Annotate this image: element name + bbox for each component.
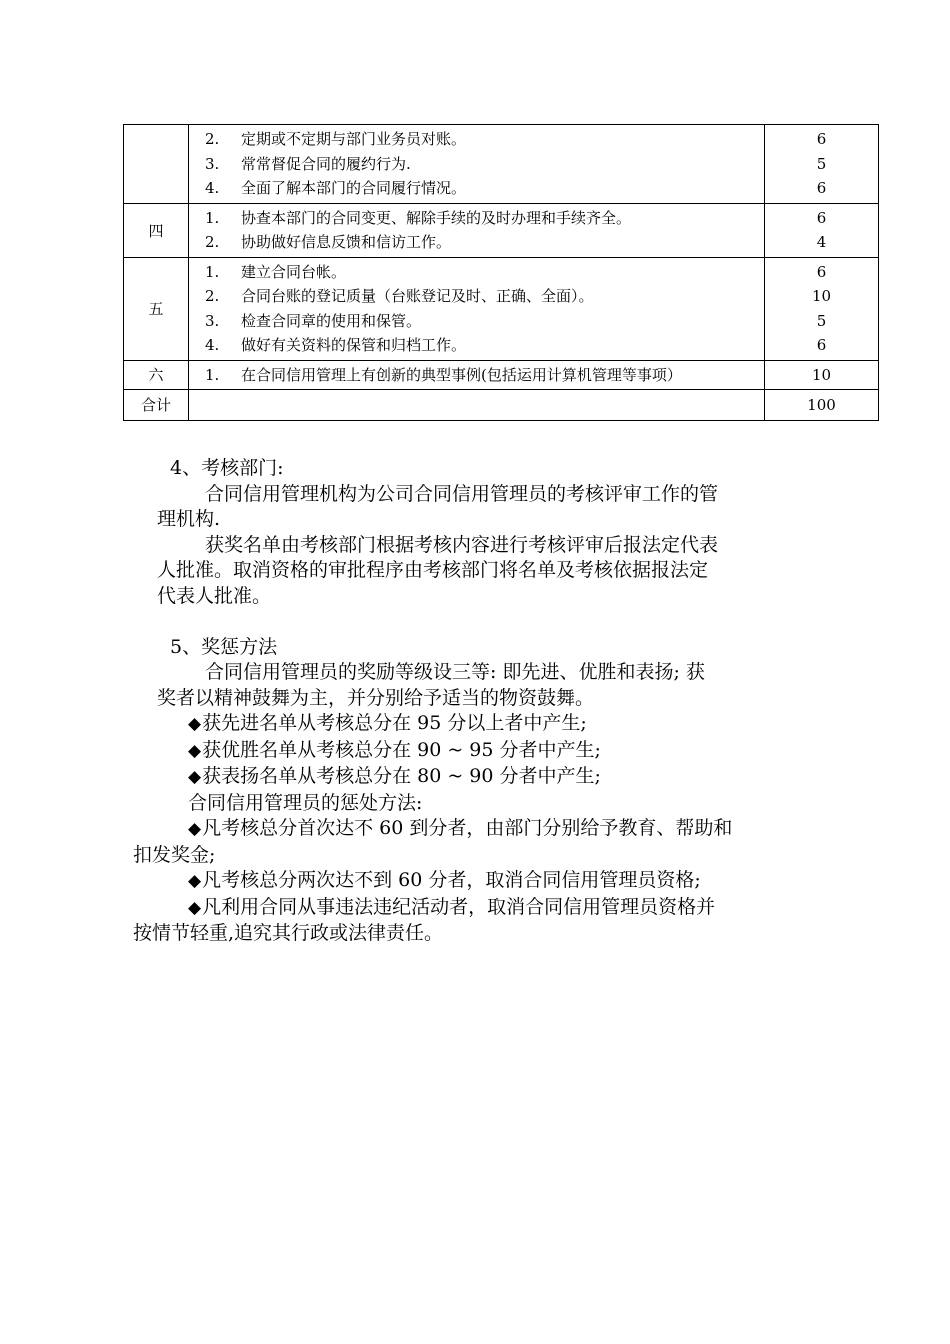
criteria-cell [189, 125, 765, 204]
criteria-item [197, 333, 756, 358]
item-number: 3. [205, 311, 220, 330]
reward-item-3 [133, 764, 833, 791]
item-text: 检查合同章的使用和保管。 [241, 311, 422, 330]
penalty-heading: 合同信用管理员的惩处方法: [188, 791, 423, 814]
total-items [189, 389, 765, 420]
score-cell [765, 125, 879, 204]
item-score: 6 [816, 336, 827, 354]
spacer [133, 609, 833, 635]
item-score: 5 [816, 311, 827, 330]
bullet-diamond-icon: ◆ [188, 767, 202, 787]
section-cell: 四 [124, 203, 189, 257]
criteria-item [197, 363, 756, 387]
score-cell [765, 257, 879, 360]
item-text: 协查本部门的合同变更、解除手续的及时办理和手续齐全。 [241, 208, 632, 227]
penalty-item-text: 凡利用合同从事违法违纪活动者，取消合同信用管理员资格并 [202, 895, 716, 918]
item-score: 6 [816, 130, 827, 148]
item-score: 6 [816, 262, 827, 281]
body-text [133, 456, 833, 947]
penalty-item-3-line-1 [133, 895, 833, 922]
section-cell [124, 125, 189, 204]
item-number: 4. [205, 179, 220, 197]
reward-item-1 [133, 711, 833, 738]
criteria-item [197, 152, 756, 177]
reward-item-text: 获表扬名单从考核总分在 80 ~ 90 分者中产生; [202, 765, 601, 787]
score-table-body [124, 125, 879, 421]
criteria-item [197, 206, 756, 231]
penalty-item-1-line-2: 扣发奖金; [133, 843, 216, 866]
item-text: 协助做好信息反馈和信访工作。 [241, 233, 452, 251]
section-cell: 五 [124, 257, 189, 360]
total-label: 合计 [124, 389, 189, 420]
section-4-paragraph-2-line-3: 代表人批准。 [157, 584, 272, 607]
item-number: 2. [205, 287, 220, 305]
bullet-diamond-icon: ◆ [188, 871, 202, 891]
bullet-diamond-icon: ◆ [188, 819, 202, 839]
table-row [124, 125, 879, 204]
criteria-item [197, 284, 756, 309]
item-text: 建立合同台帐。 [241, 262, 347, 281]
reward-item-2 [133, 738, 833, 765]
criteria-item [197, 309, 756, 334]
total-row [124, 389, 879, 420]
section-4-paragraph-2-line-2: 人批准。取消资格的审批程序由考核部门将名单及考核依据报法定 [157, 559, 709, 581]
score-table [123, 124, 879, 421]
criteria-item [197, 230, 756, 255]
penalty-item-2 [133, 868, 833, 895]
item-score: 5 [816, 154, 827, 173]
item-score: 6 [816, 208, 827, 227]
penalty-item-1-line-1 [133, 816, 833, 843]
item-number: 2. [205, 130, 220, 148]
criteria-item [197, 127, 756, 152]
item-number: 3. [205, 154, 220, 173]
total-score: 100 [765, 389, 879, 420]
item-text: 常常督促合同的履约行为. [241, 154, 411, 173]
item-number: 1. [205, 365, 220, 384]
item-number: 2. [205, 233, 220, 251]
criteria-cell [189, 360, 765, 389]
penalty-item-text: 凡考核总分首次达不 60 到分者，由部门分别给予教育、帮助和 [202, 817, 733, 839]
item-score: 10 [811, 287, 832, 305]
section-4-paragraph-2-line-1: 获奖名单由考核部门根据考核内容进行考核评审后报法定代表 [205, 533, 719, 556]
item-number: 4. [205, 336, 220, 354]
reward-item-text: 获先进名单从考核总分在 95 分以上者中产生; [202, 712, 587, 734]
bullet-diamond-icon: ◆ [188, 714, 202, 734]
table-row [124, 203, 879, 257]
section-4-paragraph-1-line-2: 理机构. [157, 508, 221, 530]
criteria-cell [189, 203, 765, 257]
section-cell: 六 [124, 360, 189, 389]
criteria-item [197, 260, 756, 285]
item-text: 做好有关资料的保管和归档工作。 [241, 336, 467, 354]
table-row [124, 360, 879, 389]
item-text: 定期或不定期与部门业务员对账。 [241, 130, 467, 148]
item-text: 合同台账的登记质量（台账登记及时、正确、全面）。 [241, 287, 594, 305]
penalty-item-text: 凡考核总分两次达不到 60 分者，取消合同信用管理员资格; [202, 869, 701, 891]
score-cell [765, 203, 879, 257]
item-score: 10 [811, 365, 832, 384]
item-score: 6 [816, 179, 827, 197]
bullet-diamond-icon: ◆ [188, 897, 202, 918]
item-text: 全面了解本部门的合同履行情况。 [241, 179, 467, 197]
item-number: 1. [205, 208, 220, 227]
section-4-heading: 4、考核部门: [170, 457, 284, 479]
section-5-paragraph-1-line-2: 奖者以精神鼓舞为主，并分别给予适当的物资鼓舞。 [157, 686, 595, 709]
criteria-cell [189, 257, 765, 360]
bullet-diamond-icon: ◆ [188, 740, 202, 761]
section-5-paragraph-1-line-1: 合同信用管理员的奖励等级设三等: 即先进、优胜和表扬; 获 [205, 661, 705, 683]
section-4-paragraph-1-line-1: 合同信用管理机构为公司合同信用管理员的考核评审工作的管 [205, 482, 719, 505]
reward-item-text: 获优胜名单从考核总分在 90 ~ 95 分者中产生; [202, 738, 601, 761]
penalty-item-3-line-2: 按情节轻重,追究其行政或法律责任。 [133, 922, 444, 944]
table-row [124, 257, 879, 360]
item-number: 1. [205, 262, 220, 281]
item-text: 在合同信用管理上有创新的典型事例(包括运用计算机管理等事项） [241, 365, 682, 384]
item-score: 4 [816, 233, 827, 251]
section-5-heading: 5、奖惩方法 [170, 635, 278, 658]
criteria-item [197, 176, 756, 201]
score-cell [765, 360, 879, 389]
